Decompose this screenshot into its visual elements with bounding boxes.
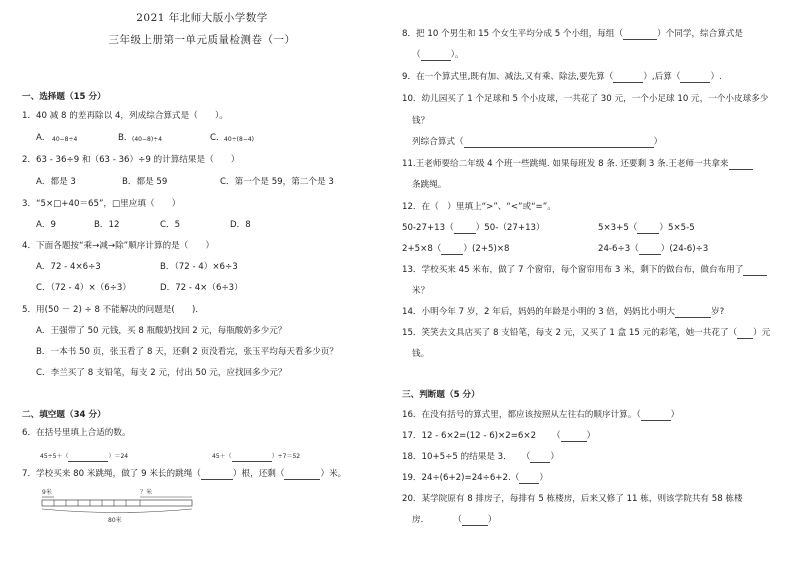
question-4: 4．下面各题按“乘→减→除”顺序计算的是（ ） — [22, 241, 215, 251]
diagram-label-unknown: ？米 — [140, 489, 153, 496]
q18-paren-close: ） — [550, 452, 559, 462]
question-10: 10．幼儿园买了 1 个足球和 5 个小皮球，一共花了 30 元，一个小足球 10 元，一个小皮球多少 — [402, 94, 769, 104]
q18-paren-open: （ — [521, 452, 531, 462]
q1-option-a: 40−8÷4 — [52, 136, 78, 143]
q8-blank-2[interactable] — [421, 51, 451, 61]
q12-row1-b — [598, 223, 695, 234]
q9-blank-2[interactable] — [680, 73, 710, 83]
question-5: 5．用(50 － 2) ÷ 8 不能解决的问题是( )． — [22, 305, 204, 315]
question-12: 12．在（ ）里填上“>”、“<”或“=”。 — [402, 202, 556, 212]
section-fill-heading: 二、填空题（34 分） — [22, 410, 106, 420]
q2-option-c: C．第一个是 59，第二个是 3 — [220, 177, 334, 187]
q20-blank[interactable] — [462, 516, 488, 526]
q14-blank[interactable] — [675, 308, 711, 318]
q2-option-a: A．都是 3 — [36, 177, 76, 187]
q6-equation-b — [212, 451, 300, 462]
question-11-line2: 条跳绳。 — [412, 180, 447, 190]
q10-suffix: ） — [653, 137, 663, 147]
q1-option-c: 40÷(8−4) — [224, 136, 255, 143]
q12-a-blank[interactable] — [454, 224, 476, 234]
q12-d-right: ）(24-6)÷3 — [660, 244, 709, 254]
q10-blank[interactable] — [464, 138, 654, 148]
question-7 — [22, 469, 346, 480]
q20-paren-open: （ — [453, 515, 462, 525]
left-column — [22, 0, 382, 561]
q12-d-left: 24-6÷3（ — [598, 244, 639, 254]
q16-paren-close: ） — [670, 410, 680, 420]
q6-b-suffix: ）÷7＝52 — [271, 453, 301, 460]
q6-a-blank[interactable] — [68, 452, 108, 462]
q3-option-d: D．8 — [230, 220, 251, 230]
q1-label-a: A． — [36, 133, 51, 143]
q15-text: 15．笑笑去文具店买了 8 支铅笔，每支 2 元，又买了 1 盒 15 元的彩笔，她一共花了（ — [402, 328, 738, 338]
q12-a-right: ）50-（27+13） — [475, 223, 545, 233]
q17-blank[interactable] — [561, 432, 587, 442]
q9-text-3: ）. — [710, 72, 722, 82]
q7-blank-1[interactable] — [201, 470, 233, 480]
q6-a-prefix: 45÷5＋（ — [40, 453, 69, 460]
section-judge-heading: 三、判断题（5 分） — [402, 390, 480, 400]
title-line2: 三年级上册第一单元质量检测卷（一） — [108, 34, 296, 46]
q19-blank[interactable] — [519, 474, 539, 484]
q17-paren-close: ） — [586, 431, 596, 441]
q9-text-2: ）,后算（ — [643, 72, 681, 82]
question-15-line2: 钱。 — [412, 349, 430, 359]
q1-label-c: C． — [210, 133, 225, 143]
question-2: 2．63 - 36÷9 和（63 - 36）÷9 的计算结果是（ ） — [22, 155, 240, 165]
q5-option-a: A．王强带了 50 元钱，买 8 瓶酸奶找回 2 元，每瓶酸奶多少元？ — [36, 326, 287, 336]
question-18 — [402, 452, 559, 463]
q20-text-2: 房． — [412, 515, 430, 525]
question-15 — [402, 328, 770, 339]
q5-option-b: B．一本书 50 页，张玉看了 8 天，还剩 2 页没看完，张玉平均每天看多少页？ — [36, 347, 338, 357]
q6-equation-a — [40, 451, 128, 462]
q4-option-b: B．（72 - 4）×6÷3 — [160, 262, 238, 272]
question-10-line2: 钱？ — [412, 116, 430, 126]
q9-text: 9．在一个算式里,既有加、减法,又有乘、除法,要先算（ — [402, 72, 614, 82]
section-choice-heading: 一、选择题（15 分） — [22, 92, 106, 102]
question-3: 3．“5×□+40＝65”，□里应填（ ） — [22, 199, 181, 209]
q14-text: 14．小明今年 7 岁，2 年后，妈妈的年龄是小明的 3 倍，妈妈比小明大 — [402, 307, 676, 317]
q19-text: 19．24÷(6+2)=24÷6+2.（ — [402, 473, 520, 483]
q2-option-b: B．都是 59 — [122, 177, 168, 187]
q6-a-suffix: ）＝24 — [108, 453, 129, 460]
q3-option-a: A．9 — [36, 220, 56, 230]
q14-suffix: 岁? — [711, 307, 725, 317]
question-14 — [402, 307, 724, 318]
question-1: 1．40 减 8 的差再除以 4，列成综合算式是（ ）。 — [22, 111, 228, 121]
q1-label-b: B． — [118, 133, 133, 143]
q6-b-blank[interactable] — [232, 452, 272, 462]
q18-text: 18．10+5÷5 的结果是 3． — [402, 452, 512, 462]
q8-paren-open: （ — [412, 50, 421, 60]
q10-prefix: 列综合算式（ — [412, 137, 464, 147]
q15-suffix: ）元 — [753, 328, 771, 338]
diagram-label-80m: 80米 — [108, 517, 122, 524]
question-17 — [402, 431, 595, 442]
q7-text: 7．学校买来 80 米跳绳，做了 9 米长的跳绳（ — [22, 469, 201, 479]
q5-option-c: C．李兰买了 8 支铅笔，每支 2 元，付出 50 元，应找回多少元？ — [36, 368, 287, 378]
rope-diagram — [40, 486, 200, 526]
q12-c-right: ）(2+5)×8 — [463, 244, 510, 254]
q4-option-d: D．72 - 4×（6÷3） — [160, 283, 243, 293]
q7-text-2: ）根，还剩（ — [232, 469, 285, 479]
question-20-line2 — [412, 515, 496, 526]
q8-text: 8．把 10 个男生和 15 个女生平均分成 5 个小组，每组（ — [402, 29, 624, 39]
q12-row1 — [402, 223, 545, 234]
q11-text: 11.王老师要给二年级 4 个班一些跳绳. 如果每班发 8 条. 还要剩 3 条.王老师一共拿来 — [402, 159, 729, 169]
q4-option-c: C．（72 - 4）×（6÷3） — [36, 283, 131, 293]
q12-row2-b — [598, 244, 708, 255]
q12-b-right: ）5×5-5 — [659, 223, 695, 233]
q8-blank-1[interactable] — [623, 30, 657, 40]
q12-b-left: 5×3+5（ — [598, 223, 638, 233]
q8-text-2: ）个同学，综合算式是 — [657, 29, 744, 39]
q12-b-blank[interactable] — [637, 224, 659, 234]
right-column — [402, 0, 774, 561]
diagram-label-9m: 9米 — [42, 489, 52, 496]
question-9 — [402, 72, 722, 83]
question-20: 20．某学院原有 8 排房子，每排有 5 栋楼房，后来又修了 11 栋，则该学院共有 58 栋楼 — [402, 494, 743, 504]
q17-text: 17．12 - 6×2=(12 - 6)×2=6×2 — [402, 431, 537, 441]
q8-paren-close: ）。 — [450, 50, 464, 60]
question-8-line2 — [412, 50, 464, 61]
q4-option-a: A．72 - 4×6÷3 — [36, 262, 101, 272]
q12-d-blank[interactable] — [639, 245, 661, 255]
question-8 — [402, 29, 743, 40]
q18-blank[interactable] — [530, 453, 550, 463]
q13-text: 13．学校买来 45 米布，做了 7 个窗帘，每个窗帘用布 3 米，剩下的做台布，做台布用了 — [402, 265, 744, 275]
q12-c-left: 2+5×8（ — [402, 244, 442, 254]
title-line1: 2021 年北师大版小学数学 — [136, 12, 268, 24]
q15-blank[interactable] — [737, 329, 753, 339]
question-10-line3 — [412, 137, 662, 148]
q7-blank-2[interactable] — [284, 470, 320, 480]
q16-blank[interactable] — [641, 411, 671, 421]
q19-paren-close: ） — [539, 473, 548, 483]
question-16 — [402, 410, 679, 421]
question-13 — [402, 265, 767, 276]
q12-row2 — [402, 244, 510, 255]
question-13-line2: 米？ — [412, 286, 430, 296]
q1-option-b: (40−8)÷4 — [132, 136, 163, 143]
q16-text: 16．在没有括号的算式里，都应该按照从左往右的顺序计算。（ — [402, 410, 641, 420]
question-19 — [402, 473, 548, 484]
q13-blank[interactable] — [743, 266, 767, 276]
q3-option-b: B．12 — [94, 220, 120, 230]
q17-paren-open: （ — [552, 431, 561, 441]
q3-option-c: C．5 — [160, 220, 181, 230]
q20-paren-close: ） — [487, 515, 497, 525]
q12-c-blank[interactable] — [441, 245, 463, 255]
q9-blank-1[interactable] — [613, 73, 643, 83]
q11-blank[interactable] — [729, 160, 753, 170]
question-6: 6．在括号里填上合适的数。 — [22, 428, 131, 438]
q7-text-3: ）米。 — [320, 469, 347, 479]
q12-a-left: 50-27+13（ — [402, 223, 454, 233]
question-11 — [402, 159, 753, 170]
q6-b-prefix: 45＋（ — [212, 453, 232, 460]
